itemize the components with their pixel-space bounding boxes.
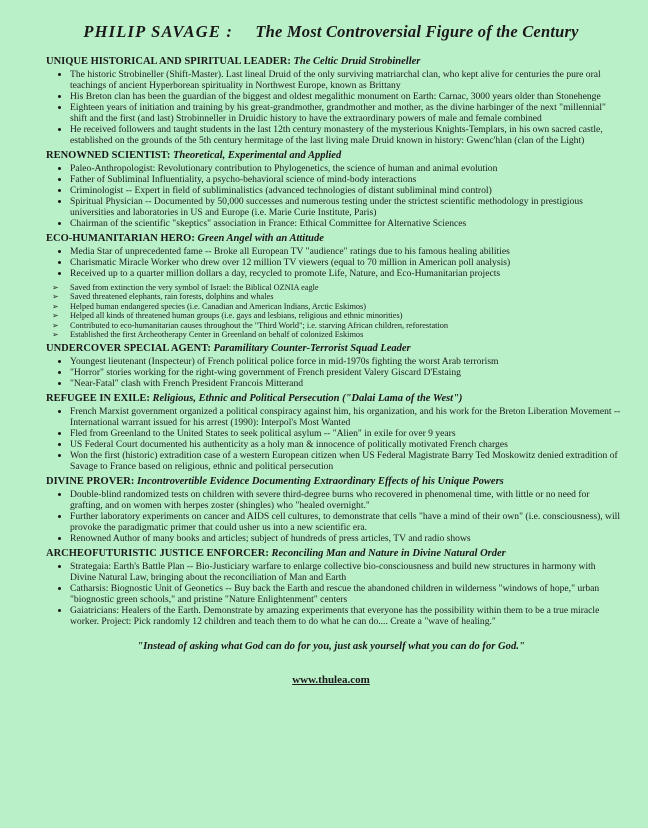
- list-item: [70, 511, 622, 533]
- section-heading-title: RENOWNED SCIENTIST:: [46, 150, 171, 161]
- list-item: [70, 533, 622, 544]
- title-tagline: The Most Controversial Figure of the Century: [255, 22, 579, 41]
- bullet-list: [40, 489, 622, 544]
- list-item: [70, 561, 622, 583]
- section: [40, 393, 622, 472]
- list-item: [70, 196, 622, 218]
- list-item-text: Criminologist -- Expert in field of subliminalistics (advanced technologies of distant subliminal mind control): [70, 185, 492, 196]
- list-item-text: Spiritual Physician -- Documented by 50,000 successes and numerous testing under the strictest scientific methodology in prestigious universities and laboratories in US and Europe (i.e. Marie Curie Institute, Paris): [70, 196, 583, 218]
- list-item: [70, 605, 622, 627]
- section: [40, 150, 622, 229]
- list-item-text: Strategaia: Earth's Battle Plan -- Bio-Justiciary warfare to enlarge collective bio-consciousness and build new structures in harmony with Divine Natural Law, bringing about the reconciliation of Man and Earth: [70, 561, 596, 584]
- list-item-text: Youngest lieutenant (Inspecteur) of French political police force in mid-1970s fighting the worst Arab terrorism: [70, 356, 499, 368]
- list-item-text: Helped all kinds of threatened human groups (i.e. gays and lesbians, religious and ethnic minorities): [70, 311, 403, 321]
- list-item-text: Father of Subliminal Influentiality, a psycho-behavioral science of mind-body interactions: [70, 174, 417, 185]
- list-item: [70, 428, 622, 439]
- list-item: [70, 489, 622, 511]
- section-heading-title: DIVINE PROVER:: [46, 476, 135, 488]
- section-heading: [46, 476, 622, 488]
- section-heading-title: UNDERCOVER SPECIAL AGENT:: [46, 343, 211, 355]
- page-title: [40, 22, 622, 42]
- list-item-text: Charismatic Miracle Worker who drew over 12 million TV viewers (equal to 70 million in American poll analysis): [70, 257, 511, 268]
- section-heading: [46, 233, 622, 245]
- list-item: [70, 102, 622, 124]
- list-item: [70, 378, 622, 389]
- list-item: [52, 301, 622, 311]
- section-heading-title: ECO-HUMANITARIAN HERO:: [46, 233, 195, 244]
- list-item-text: Helped human endangered species (i.e. Canadian and American Indians, Arctic Eskimos): [70, 301, 367, 311]
- list-item-text: French Marxist government organized a political conspiracy against him, his organization, and his work for the Breton Liberation Movement -- International warrant issued for his arrest (1990): Interpol's Most Wanted: [70, 406, 621, 429]
- bullet-list: [40, 356, 622, 389]
- sections-container: [40, 56, 622, 627]
- list-item: [70, 185, 622, 196]
- list-item-text: Chairman of the scientific "skeptics" association in France: Ethical Committee for Alternative Sciences: [70, 218, 467, 229]
- list-item-text: The historic Strobineller (Shift-Master). Last lineal Druid of the only surviving matriarchal clan, who kept alive for centuries the pure oral teachings of ancient Hyperborean spirituality in Northwest Europe, known as Brittany: [70, 69, 601, 91]
- section-heading-subtitle: The Celtic Druid Strobineller: [293, 56, 421, 67]
- section-heading: [46, 393, 622, 405]
- bullet-list: [40, 69, 622, 146]
- list-item-text: Won the first (historic) extradition case of a western European citizen when US Federal Magistrate Barry Ted Moskowitz denied extradition of Savage to France based on religious, ethnic and political persecution: [70, 450, 618, 473]
- arrow-bullet-icon: ➢: [52, 320, 59, 330]
- list-item-text: Received up to a quarter million dollars a day, recycled to promote Life, Nature, and Eco-Humanitarian projects: [70, 268, 501, 279]
- list-item: [70, 91, 622, 102]
- arrow-bullet-icon: ➢: [52, 292, 59, 302]
- bullet-list: [40, 163, 622, 229]
- section-heading-subtitle: Paramilitary Counter-Terrorist Squad Leader: [213, 343, 411, 355]
- section-heading: [46, 548, 622, 560]
- section-heading-subtitle: Green Angel with an Attitude: [197, 233, 324, 244]
- section: [40, 476, 622, 544]
- bullet-list: [40, 246, 622, 279]
- section-heading-title: REFUGEE IN EXILE:: [46, 393, 150, 405]
- list-item-text: Fled from Greenland to the United States to seek political asylum -- "Alien" in exile for over 9 years: [70, 428, 456, 440]
- arrow-bullet-icon: ➢: [52, 311, 59, 321]
- section: [40, 56, 622, 146]
- section-heading-subtitle: Religious, Ethnic and Political Persecution ("Dalai Lama of the West"): [152, 393, 463, 405]
- list-item-text: Renowned Author of many books and articles; subject of hundreds of press articles, TV and radio shows: [70, 533, 471, 545]
- list-item: [70, 406, 622, 428]
- list-item: [52, 320, 622, 330]
- list-item-text: "Near-Fatal" clash with French President Francois Mitterand: [70, 378, 304, 390]
- section-heading-subtitle: Reconciling Man and Nature in Divine Natural Order: [271, 548, 506, 560]
- list-item: [70, 439, 622, 450]
- website-link[interactable]: www.thulea.com: [292, 674, 370, 687]
- list-item-text: Media Star of unprecedented fame -- Broke all European TV "audience" ratings due to his famous healing abilities: [70, 246, 510, 257]
- list-item: [52, 330, 622, 340]
- arrow-bullet-icon: ➢: [52, 283, 59, 292]
- list-item-text: Saved threatened elephants, rain forests, dolphins and whales: [70, 292, 274, 302]
- list-item-text: His Breton clan has been the guardian of the biggest and oldest megalithic monument on Earth: Carnac, 3000 years older than Stonehenge: [70, 91, 601, 102]
- section-heading-subtitle: Theoretical, Experimental and Applied: [173, 150, 342, 161]
- list-item-text: Catharsis: Biognostic Unit of Geonetics -- Buy back the Earth and rescue the abandoned children in wilderness "windows of hope," urban "biognostic green schools," and pristine "Nature Enlightenment" centers: [70, 583, 600, 606]
- list-item: [70, 218, 622, 229]
- section-heading: [46, 150, 622, 162]
- section-heading-title: UNIQUE HISTORICAL AND SPIRITUAL LEADER:: [46, 56, 291, 67]
- list-item: [70, 268, 622, 279]
- list-item: [70, 69, 622, 91]
- list-item-text: Double-blind randomized tests on children with severe third-degree burns who recovered in phenomenal time, with little or no need for grafting, and on women with herpes zoster (shingles) who "healed overnight.": [70, 489, 590, 512]
- list-item-text: Gaiatricians: Healers of the Earth. Demonstrate by amazing experiments that everyone has the possibility within them to be a true miracle worker. Project: Pick randomly 12 children and teach them to do what he can do.... Create a "wave of healing.": [70, 605, 600, 628]
- list-item-text: Saved from extinction the very symbol of Israel: the Biblical OZNIA eagle: [70, 283, 319, 292]
- list-item: [70, 124, 622, 146]
- section: [40, 233, 622, 279]
- section-heading: [46, 56, 622, 68]
- list-item: [70, 163, 622, 174]
- list-item: [52, 311, 622, 321]
- list-item: [70, 356, 622, 367]
- list-item: [70, 583, 622, 605]
- list-item-text: Established the first Archeotherapy Center in Greenland on behalf of colonized Eskimos: [70, 330, 364, 340]
- section: [40, 283, 622, 339]
- section-heading-title: ARCHEOFUTURISTIC JUSTICE ENFORCER:: [46, 548, 269, 560]
- bullet-list: [40, 561, 622, 627]
- list-item-text: He received followers and taught students in the last 12th century monastery of the mysterious Knights-Templars, in his own sacred castle, established on the grounds of the 5th century hermitage of the last living male Druid known in history: Gwenc'hlan (clan of the Light): [70, 124, 603, 146]
- list-item-text: "Horror" stories working for the right-wing government of French president Valery Giscard D'Estaing: [70, 367, 461, 379]
- list-item: [52, 283, 622, 292]
- list-item-text: US Federal Court documented his authenticity as a holy man & innocence of politically motivated French charges: [70, 439, 508, 451]
- list-item-text: Eighteen years of initiation and training by his great-grandmother, grandmother and mother, as the divine harbinger of the next "millennial" shift and the first (and last) Strobinneller in Druidic history to have the extraordinary powers of male and female combined: [70, 102, 606, 124]
- list-item: [70, 257, 622, 268]
- list-item-text: Paleo-Anthropologist: Revolutionary contribution to Phylogenetics, the science of human and animal evolution: [70, 163, 498, 174]
- section-heading: [46, 343, 622, 355]
- section-heading-subtitle: Incontrovertible Evidence Documenting Extraordinary Effects of his Unique Powers: [137, 476, 504, 488]
- title-name: PHILIP SAVAGE :: [83, 22, 234, 41]
- bullet-list: [40, 283, 622, 339]
- closing-quote: "Instead of asking what God can do for you, just ask yourself what you can do for God.": [137, 641, 525, 653]
- list-item: [70, 450, 622, 472]
- list-item: [70, 367, 622, 378]
- list-item-text: Contributed to eco-humanitarian causes throughout the "Third World"; i.e. starving African children, reforestation: [70, 320, 449, 330]
- section: [40, 548, 622, 627]
- arrow-bullet-icon: ➢: [52, 301, 59, 311]
- bullet-list: [40, 406, 622, 472]
- list-item: [52, 292, 622, 302]
- list-item: [70, 246, 622, 257]
- list-item: [70, 174, 622, 185]
- section: [40, 343, 622, 389]
- arrow-bullet-icon: ➢: [52, 330, 59, 340]
- list-item-text: Further laboratory experiments on cancer and AIDS cell cultures, to demonstrate that cells "have a mind of their own" (i.e. consciousness), will provoke the paradigmatic primer that could usher us into a new scientific era.: [70, 511, 620, 534]
